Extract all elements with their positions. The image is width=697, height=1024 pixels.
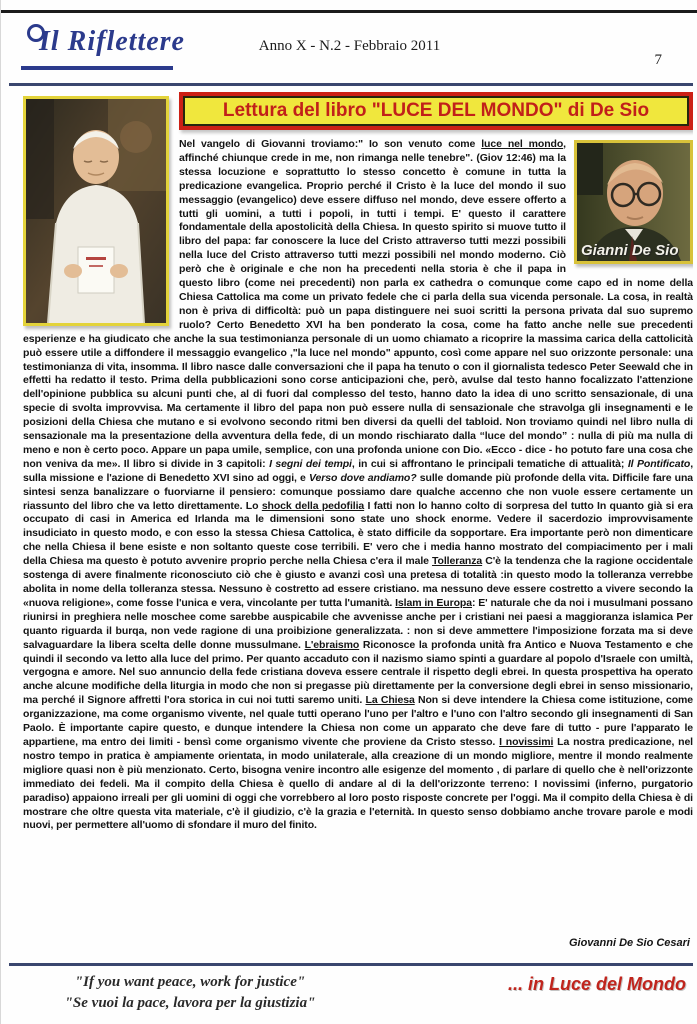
masthead-underline xyxy=(21,66,173,70)
masthead-title: Il Riflettere xyxy=(39,26,185,57)
header-rule xyxy=(9,83,693,86)
article-body: Nel vangelo di Giovanni troviamo:" Io son venuto come luce nel mondo, affinché chiunque crede in me, non rimanga nelle tenebre". (Giov 12:46) ma la stessa locuzione e soprattutto lo stesso concetto è comune in tutta la predicazione evangelica. Proprio perché il Cristo è la luce del mondo il suo messaggio (evangelico) deve essere diffuso nel mondo, deve essere offerto a tutti gli uomini, a tutti i popoli, in tutti i tempi. E' questo il carattere fondamentale della apostolicità della Chiesa. In questo spirito si muove tutto il libro del papa: far conoscere la luce del Cristo attraverso tutti mezzi possibili nella luce del Cristo attraverso tutti mezzi possibili nel mondo moderno. Ciò però che è originale e che non ha precedenti nella storia è che il papa in questo libro (come nei precedenti) non parla ex cathedra o comunque come capo ed in nome della Chiesa Cattolica ma come un privato fedele che ci parla della sua vicenda personale. La cosa, in realtà non è priva di difficoltà: può un papa distinguere nei suoi scritti la persona privata dal suo supremo ruolo? Certo Benedetto XVI ha ben ponderato la cosa, come ha fatto anche nelle sue precedenti esperienze e ha giudicato che anche la sua testimonianza personale di un uomo chiamato a ricoprire la massima carica della cattolicità può essere utile a diffondere il messaggio evangelico ,"la luce nel mondo" appunto, così come appare nel suo orizzonte personale: una testimonianza di vita, insomma. Il libro nasce dalle conversazioni che il papa ha tenuto o con il giornalista tedesco Peter Seewald che in effetti ha redatto il testo. Prima della pubblicazioni sono corse anticipazioni che, però, avulse dal testo hanno focalizzato l'attenzione dell'opinione pubblica su alcuni punti che, al di fuori dal complesso del testo, hanno dato la idea di uno scritto sensazionale, di una specie di svolta improvvisa. Ma certamente il libro del papa non può essere nulla di sensazionale che stravolga gli insegnamenti e le posizioni della Chiesa che mutano e si evolvono secondo ritmi ben diversi da quelli del tabloid. Non troviamo quindi nel libro nulla di sensazionale ma la presentazione della avventura della fede, di un mondo rischiarato dalla “luce del mondo” : nulla di più ma nulla di meno e non è certo poco. Appare un papa umile, semplice, con una profonda unione con Dio. «Ecco - dice - ho potuto fare una cosa che non veniva da me». Il libro si divide in 3 capitoli: I segni dei tempi, in cui si affrontano le principali tematiche di attualità; Il Pontificato, sulla missione e l'azione di Benedetto XVI sino ad oggi, e Verso dove andiamo? sulle domande più profonde della vita. Difficile fare una sintesi senza banalizzare o fuorviarne il pensiero: comunque possiamo dare qualche accenno che non vuole essere certamente un riassunto del libro che va letto direttamente. Lo shock della pedofilia I fatti non lo hanno colto di sorpresa del tutto In quanto già si era occupato di casi in America ed Irlanda ma le dimensioni sono state uno shock enorme. Vedere il sacerdozio improvvisamente insudiciato in questo modo, e con esso la stessa Chiesa Cattolica, è stato difficile da sopportare. Era importante però non dimenticare che nella Chiesa il bene esiste e non soltanto queste cose terribili. E' vero che i media hanno mostrato del compiacimento per i mali della Chiesa ma questo è potuto avvenire proprio perche nella Chiesa c'era il male Tolleranza C'è la tendenza che la ragione occidentale sostenga di avere finalmente riconosciuto ciò che è giusto e avanzi così una pretesa di totalità :in questo modo la tolleranza verrebbe abolita in nome della tolleranza stessa. Nessuno è costretto ad essere cristiano. ma nessuno deve essere costretto a vivere secondo la «nuova religione», come fosse l'unica e vera, vincolante per tutta l'umanità. Islam in Europa: E' naturale che da noi i musulmani possano riunirsi in preghiera nelle moschee come sarebbe auspicabile che avvenisse anche per i cristiani nei paesi a maggioranza islamica Per quanto riguarda il burqa, non vede ragione di una proibizione generalizzata. : non si deve ammettere l'imposizione forzata ma si deve salvaguardare la libera scelta delle donne mussulmane. L'ebraismo Riconosce la profonda unità fra Antico e Nuova Testamento e che quindi il secondo va letto alla luce del primo. Per quanto accaduto con il nazismo siamo spinti a guardare al popolo d'Israele con umiltà, vergogna e amore. Nel suo annuncio della fede cristiana doveva essere centrale il rispetto degli ebrei. In questa prospettiva ha operato anche alcune modifiche della liturgia in modo che non si pregasse più direttamente per la conversione degli ebrei in senso missionario, ma perché il Signore affretti l'ora storica in cui noi tutti saremo uniti. La Chiesa Non si deve intendere la Chiesa come istituzione, come organizzazione, ma come organismo vivente, nel quale tutti operano l'uno per l'altro e l'uno con l'altro secondo gli insegnamenti di San Paolo. È importante capire questo, e dunque intendere la Chiesa non come un apparato che deve fare di tutto - pure l'apparato le appartiene, ma entro dei limiti - bensì come organismo vivente che proviene da Cristo stesso. I novissimi La nostra predicazione, nel nostro tempo in pratica è ampiamente orientata, in modo unilaterale, alla creazione di un mondo migliore, mentre il mondo realmente migliore quasi non è più menzionato. Certo, bisogna venire incontro alle esigenze del momento , di parlare di quello che è nell'orizzonte immediato dei fedeli. Ma il compito della Chiesa è quello di andare al di la dell'orizzonte terreno: I novissimi (inferno, purgatorio paradiso) appaiono irreali per gli uomini di oggi che vorrebbero al loro posto risposte concrete per l'oggi. Ma il compito della Chiesa è di mostrare che oltre questa vita materiale, c'è il giudizio, c'è la grazia e l'eternità. In questo senso dobbiamo anche trovare parole e modi nuovi, per permettere all'uomo di sfondare il muro del finito. xyxy=(23,138,693,832)
pope-photo xyxy=(23,96,169,326)
footer-rule xyxy=(9,963,693,966)
quote-italian: "Se vuoi la pace, lavora per la giustizia" xyxy=(64,995,316,1011)
footer-quotes xyxy=(25,972,355,1014)
article-title: Lettura del libro "LUCE DEL MONDO" di De Sio xyxy=(183,96,689,126)
scan-top-edge xyxy=(1,10,697,13)
pope-photo-image xyxy=(26,99,166,323)
article xyxy=(23,92,693,961)
footer-slogan: ... in Luce del Mondo xyxy=(508,974,686,994)
article-signature: Giovanni De Sio Cesari xyxy=(568,937,690,949)
desio-photo xyxy=(574,140,693,264)
quote-english: "If you want peace, work for justice" xyxy=(74,974,306,990)
desio-caption: Gianni De Sio xyxy=(581,242,679,259)
issue-label: Anno X - N.2 - Febbraio 2011 xyxy=(258,38,441,54)
page-number: 7 xyxy=(654,52,662,68)
article-title-banner xyxy=(179,92,693,130)
